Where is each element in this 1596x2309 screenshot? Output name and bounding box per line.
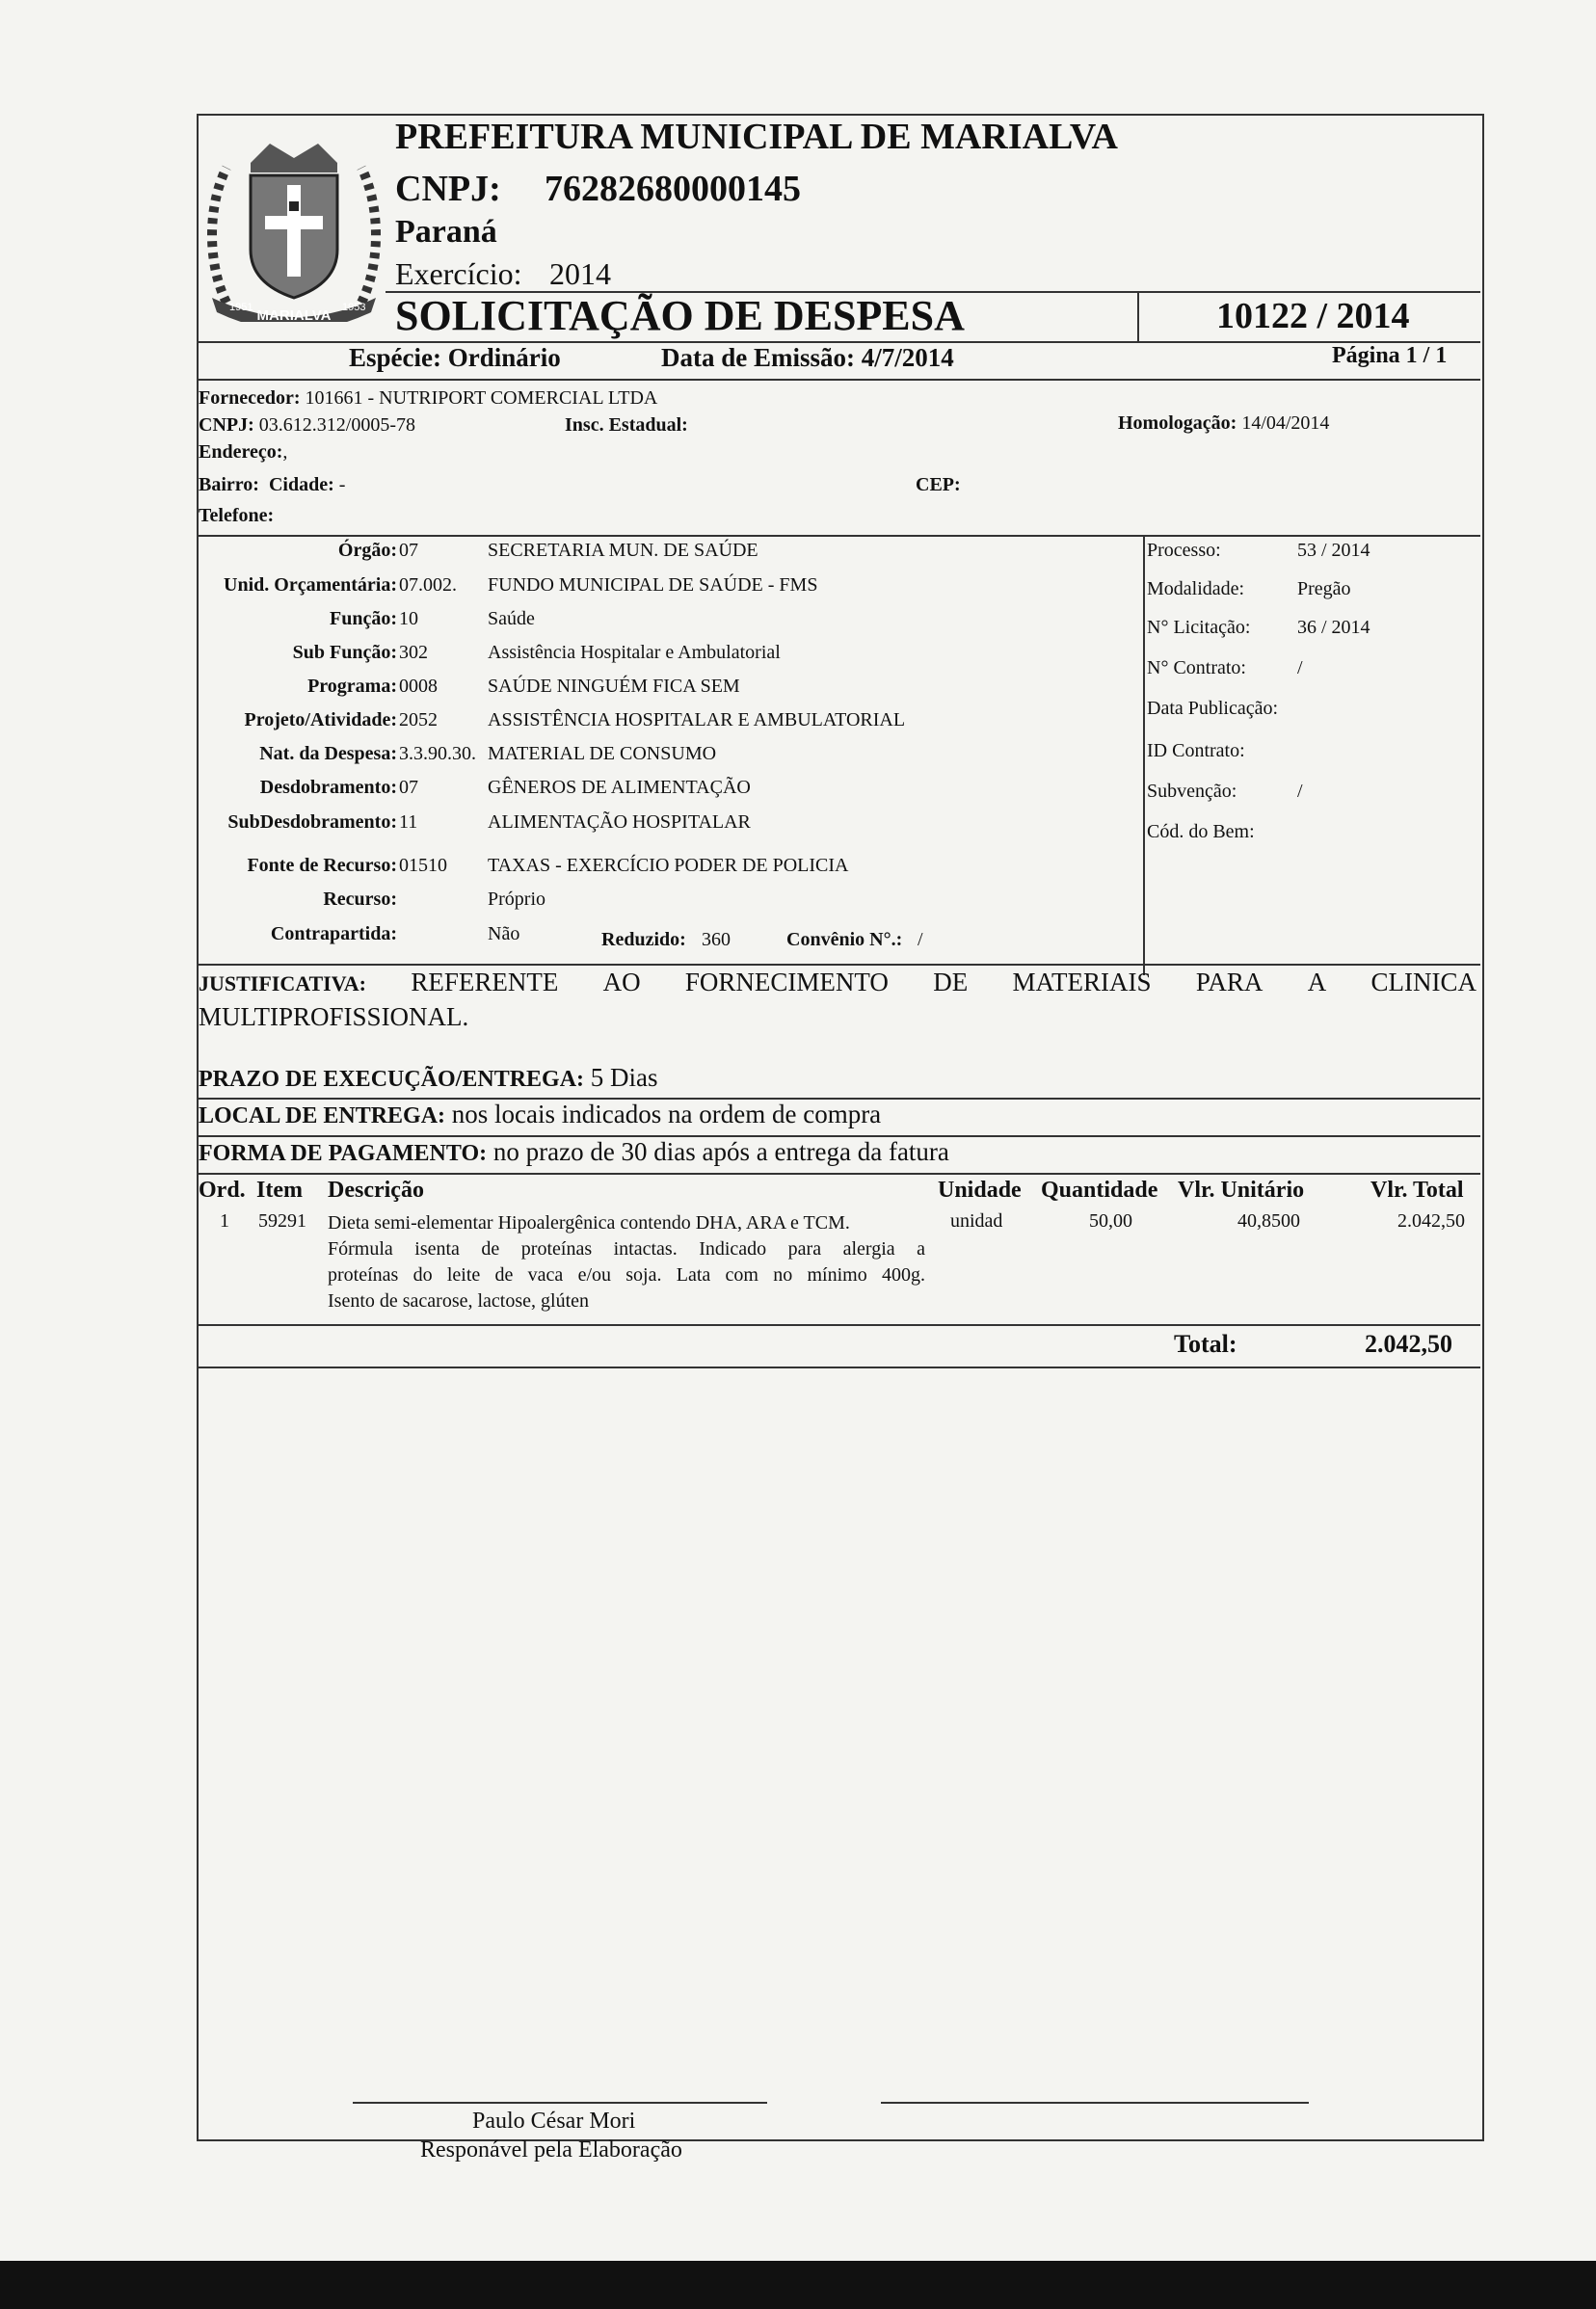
forma-pagamento: FORMA DE PAGAMENTO: no prazo de 30 dias após a entrega da fatura (199, 1137, 949, 1166)
process-label: ID Contrato: (1147, 740, 1245, 761)
data-emissao: Data de Emissão: 4/7/2014 (661, 343, 954, 372)
total-bottom-line (197, 1367, 1480, 1368)
budget-description: FUNDO MUNICIPAL DE SAÚDE - FMS (488, 574, 818, 596)
title-number-divider (1137, 291, 1139, 341)
process-value: 36 / 2014 (1297, 617, 1370, 638)
process-value: / (1297, 657, 1303, 678)
col-unidade: Unidade (938, 1178, 1022, 1203)
budget-label: Programa: (307, 676, 397, 697)
svg-text:1953: 1953 (342, 302, 366, 313)
row-quantidade: 50,00 (1089, 1210, 1132, 1232)
cep-label: CEP: (916, 474, 961, 495)
document-number: 10122 / 2014 (1216, 296, 1410, 336)
prazo-entrega: PRAZO DE EXECUÇÃO/ENTREGA: 5 Dias (199, 1063, 658, 1092)
descricao-line: Fórmula isenta de proteínas intactas. Indicado para alergia a (328, 1238, 925, 1260)
row-total: 2.042,50 (1397, 1210, 1465, 1232)
col-total: Vlr. Total (1370, 1178, 1464, 1203)
justificativa-label: JUSTIFICATIVA: (199, 971, 367, 995)
budget-bottom-line (197, 964, 1480, 966)
budget-code: 01510 (399, 855, 447, 876)
reduzido-value: 360 (702, 929, 731, 950)
scan-bottom-band (0, 2261, 1596, 2309)
budget-label: Contrapartida: (270, 923, 397, 944)
budget-process-divider (1143, 535, 1145, 975)
descricao-line: Isento de sacarose, lactose, glúten (328, 1290, 590, 1312)
budget-code: 07 (399, 540, 418, 561)
col-quantidade: Quantidade (1041, 1178, 1158, 1203)
col-descricao: Descrição (328, 1178, 424, 1203)
total-top-line (197, 1324, 1480, 1326)
budget-description: Próprio (488, 889, 545, 910)
budget-label: Sub Função: (292, 642, 397, 663)
justificativa-word: MATERIAIS (1012, 968, 1152, 996)
convenio-label: Convênio N°.: (786, 929, 903, 950)
page-number: Página 1 / 1 (1332, 343, 1448, 368)
justificativa-word: REFERENTE (411, 968, 559, 996)
endereco: Endereço:, (199, 441, 288, 463)
row-ord: 1 (220, 1210, 229, 1232)
justificativa-line2: MULTIPROFISSIONAL. (199, 1002, 469, 1031)
process-label: N° Licitação: (1147, 617, 1251, 638)
budget-description: Saúde (488, 608, 535, 629)
convenio-value: / (918, 929, 923, 950)
justificativa-line (199, 968, 1476, 997)
signature-name: Paulo César Mori (472, 2109, 636, 2134)
justificativa-word: A (1307, 968, 1327, 996)
justificativa-word: PARA (1195, 968, 1264, 996)
especie: Espécie: Ordinário (349, 343, 561, 372)
budget-description: Assistência Hospitalar e Ambulatorial (488, 642, 781, 663)
process-label: N° Contrato: (1147, 657, 1246, 678)
header-cnpj-value: 76282680000145 (545, 169, 801, 209)
process-label: Data Publicação: (1147, 698, 1279, 719)
budget-label: Nat. da Despesa: (259, 743, 397, 764)
state-name: Paraná (395, 214, 497, 250)
signature-line-right (881, 2102, 1309, 2104)
coat-of-arms-seal (198, 129, 390, 322)
process-value: / (1297, 781, 1303, 802)
budget-description: SAÚDE NINGUÉM FICA SEM (488, 676, 740, 697)
budget-label: SubDesdobramento: (227, 811, 397, 833)
row-unidade: unidad (950, 1210, 1003, 1232)
process-value: 53 / 2014 (1297, 540, 1370, 561)
header-cnpj-label: CNPJ: (395, 169, 501, 209)
budget-label: Desdobramento: (259, 777, 397, 798)
budget-code: 10 (399, 608, 418, 629)
budget-code: 302 (399, 642, 428, 663)
descricao-line: proteínas do leite de vaca e/ou soja. Lata com no mínimo 400g. (328, 1264, 925, 1286)
total-label: Total: (1174, 1330, 1237, 1358)
justificativa-word: DE (933, 968, 969, 996)
budget-label: Recurso: (323, 889, 397, 910)
budget-description: ASSISTÊNCIA HOSPITALAR E AMBULATORIAL (488, 709, 906, 730)
col-unitario: Vlr. Unitário (1178, 1178, 1305, 1203)
signature-role: Responável pela Elaboração (420, 2137, 682, 2163)
budget-description: TAXAS - EXERCÍCIO PODER DE POLICIA (488, 855, 849, 876)
justificativa-word: CLINICA (1370, 968, 1476, 996)
exercise-label: Exercício: (395, 256, 522, 291)
process-label: Processo: (1147, 540, 1221, 561)
row-item: 59291 (258, 1210, 306, 1232)
budget-description: ALIMENTAÇÃO HOSPITALAR (488, 811, 751, 833)
budget-label: Órgão: (337, 540, 397, 561)
budget-description: SECRETARIA MUN. DE SAÚDE (488, 540, 758, 561)
descricao-line: Dieta semi-elementar Hipoalergênica contendo DHA, ARA e TCM. (328, 1212, 850, 1234)
budget-label: Projeto/Atividade: (244, 709, 397, 730)
org-name: PREFEITURA MUNICIPAL DE MARIALVA (395, 117, 1118, 157)
svg-text:MARIALVA: MARIALVA (256, 307, 332, 322)
bairro-cidade: Bairro: Cidade: - (199, 474, 346, 495)
budget-code: 07.002. (399, 574, 457, 596)
process-value: Pregão (1297, 578, 1351, 599)
terms-line-3 (197, 1173, 1480, 1175)
budget-code: 07 (399, 777, 418, 798)
total-value: 2.042,50 (1365, 1330, 1452, 1358)
insc-estadual-label: Insc. Estadual: (565, 414, 688, 436)
homologacao: Homologação: 14/04/2014 (1118, 412, 1330, 434)
budget-description: Não (488, 923, 520, 944)
row-descricao (328, 1210, 925, 1314)
document-title: SOLICITAÇÃO DE DESPESA (395, 292, 965, 339)
signature-line-left (353, 2102, 767, 2104)
budget-code: 2052 (399, 709, 438, 730)
budget-label: Unid. Orçamentária: (224, 574, 397, 596)
local-entrega: LOCAL DE ENTREGA: nos locais indicados na ordem de compra (199, 1100, 882, 1128)
process-label: Modalidade: (1147, 578, 1245, 599)
telefone-label: Telefone: (199, 505, 275, 526)
budget-code: 0008 (399, 676, 438, 697)
col-ord: Ord. (199, 1178, 246, 1203)
budget-code: 3.3.90.30. (399, 743, 476, 764)
process-label: Cód. do Bem: (1147, 821, 1255, 842)
col-item: Item (256, 1178, 303, 1203)
subheader-line (197, 379, 1480, 381)
justificativa-word: FORNECIMENTO (684, 968, 889, 996)
justificativa-word: AO (602, 968, 641, 996)
process-label: Subvenção: (1147, 781, 1237, 802)
exercise-year: 2014 (549, 256, 611, 291)
supplier-bottom-line (197, 535, 1480, 537)
row-unitario: 40,8500 (1237, 1210, 1300, 1232)
fornecedor: Fornecedor: 101661 - NUTRIPORT COMERCIAL LTDA (199, 387, 658, 409)
supplier-cnpj: CNPJ: 03.612.312/0005-78 (199, 414, 415, 436)
budget-label: Fonte de Recurso: (247, 855, 397, 876)
budget-description: MATERIAL DE CONSUMO (488, 743, 717, 764)
reduzido-label: Reduzido: (601, 929, 686, 950)
budget-code: 11 (399, 811, 418, 833)
svg-text:1951: 1951 (229, 302, 253, 313)
budget-label: Função: (330, 608, 397, 629)
budget-description: GÊNEROS DE ALIMENTAÇÃO (488, 777, 751, 798)
